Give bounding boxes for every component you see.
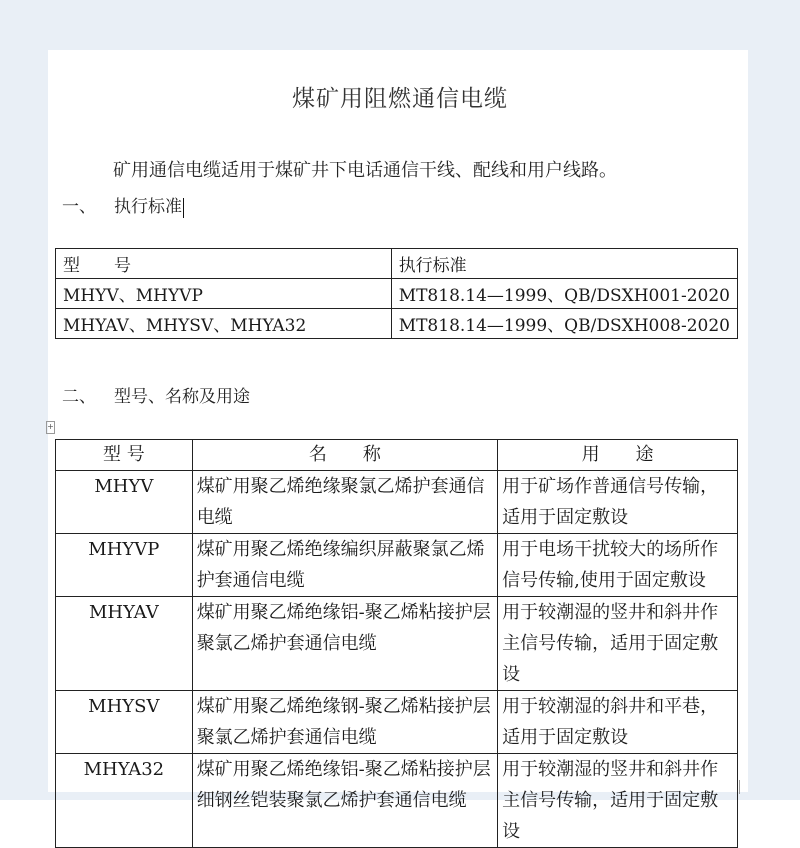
table-cell[interactable]: 用于较潮湿的斜井和平巷，适用于固定敷设 [498, 691, 738, 754]
section-number: 二、 [62, 387, 96, 407]
section-title: 执行标准 [114, 197, 182, 217]
section-title: 型号、名称及用途 [114, 387, 250, 407]
table-cell[interactable]: 用于较潮湿的竖井和斜井作主信号传输，适用于固定敷设 [498, 597, 738, 691]
table-cell[interactable]: MHYSV [56, 691, 193, 754]
table-header-row [56, 249, 738, 279]
document-title: 煤矿用阻燃通信电缆 [292, 86, 508, 112]
intro-paragraph: 矿用通信电缆适用于煤矿井下电话通信干线、配线和用户线路。 [113, 160, 617, 181]
table-cell[interactable]: MHYV [56, 471, 193, 534]
right-margin-marker [739, 780, 740, 794]
table-header-row [56, 440, 738, 471]
table-cell[interactable]: 用于较潮湿的竖井和斜井作主信号传输，适用于固定敷设 [498, 754, 738, 848]
section-number: 一、 [62, 197, 96, 217]
table-cell[interactable]: 煤矿用聚乙烯绝缘铝-聚乙烯粘接护层聚氯乙烯护套通信电缆 [192, 597, 497, 691]
standards-table [55, 248, 738, 339]
table-cell[interactable]: MHYVP [56, 534, 193, 597]
table-row [56, 534, 738, 597]
header-cell-model[interactable]: 型 号 [56, 440, 193, 471]
table-cell[interactable]: 煤矿用聚乙烯绝缘铝-聚乙烯粘接护层细钢丝铠装聚氯乙烯护套通信电缆 [192, 754, 497, 848]
table-cell[interactable]: MHYV、MHYVP [56, 279, 392, 309]
header-cell-model[interactable]: 型 号 [56, 249, 392, 279]
table-cell[interactable]: 煤矿用聚乙烯绝缘钢-聚乙烯粘接护层聚氯乙烯护套通信电缆 [192, 691, 497, 754]
header-cell-name[interactable]: 名 称 [192, 440, 497, 471]
table-cell[interactable]: MHYA32 [56, 754, 193, 848]
header-cell-usage[interactable]: 用 途 [498, 440, 738, 471]
table-row [56, 691, 738, 754]
section-heading-standards [62, 192, 184, 218]
section-heading-models [62, 382, 250, 407]
table-cell[interactable]: MT818.14—1999、QB/DSXH001-2020 [391, 279, 737, 309]
models-table [55, 439, 738, 848]
table-cell[interactable]: MHYAV [56, 597, 193, 691]
table-cell[interactable]: 用于矿场作普通信号传输，适用于固定敷设 [498, 471, 738, 534]
table-row [56, 309, 738, 339]
table-row [56, 471, 738, 534]
table-row [56, 597, 738, 691]
table-cell[interactable]: MT818.14—1999、QB/DSXH008-2020 [391, 309, 737, 339]
table-row [56, 279, 738, 309]
table-cell[interactable]: 煤矿用聚乙烯绝缘聚氯乙烯护套通信电缆 [192, 471, 497, 534]
table-cell[interactable]: 用于电场干扰较大的场所作信号传输,使用于固定敷设 [498, 534, 738, 597]
header-cell-standard[interactable]: 执行标准 [391, 249, 737, 279]
table-move-handle[interactable]: + [46, 421, 55, 434]
table-row [56, 754, 738, 848]
text-cursor [183, 198, 184, 218]
table-cell[interactable]: MHYAV、MHYSV、MHYA32 [56, 309, 392, 339]
table-cell[interactable]: 煤矿用聚乙烯绝缘编织屏蔽聚氯乙烯护套通信电缆 [192, 534, 497, 597]
